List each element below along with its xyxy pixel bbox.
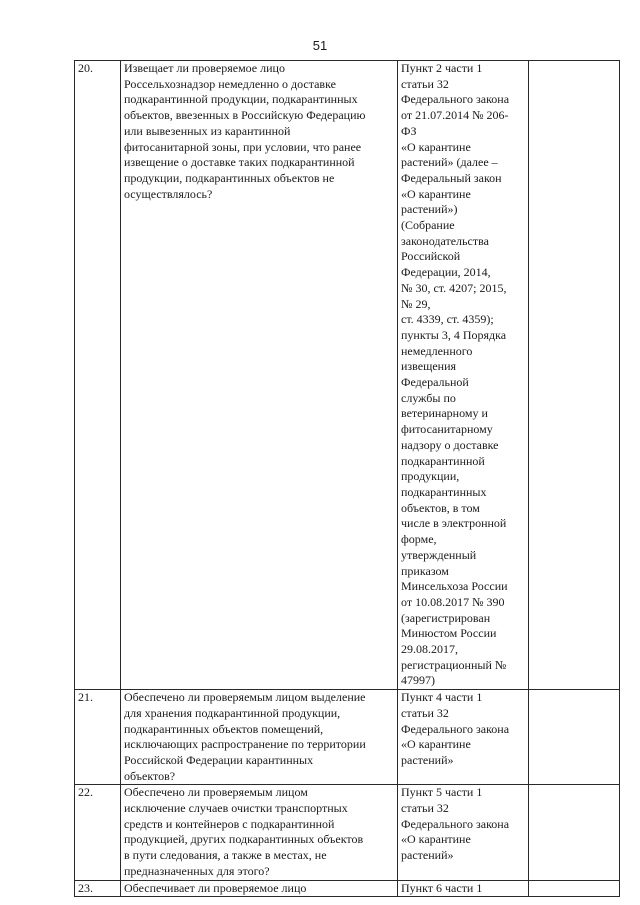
reference-line: объектов, в том: [401, 500, 480, 515]
reference-line: форме,: [401, 532, 437, 547]
reference-line: приказом: [401, 563, 449, 578]
reference-line: Федерального закона: [401, 816, 510, 831]
reference-line: Пункт 4 части 1: [401, 690, 483, 705]
row-number: 22.: [75, 785, 121, 880]
reference-line: Минсельхоза России: [401, 579, 508, 594]
legal-reference: [398, 880, 529, 897]
question-line: предназначенных для этого?: [124, 863, 270, 878]
question-line: Российской Федерации карантинных: [124, 752, 314, 767]
reference-line: подкарантинной: [401, 453, 485, 468]
question-line: продукции, подкарантинных объектов не: [124, 170, 335, 185]
row-number: 20.: [75, 61, 121, 690]
requirement-question: [121, 690, 398, 785]
reference-line: «О карантине: [401, 186, 471, 201]
reference-line: извещения: [401, 359, 457, 374]
reference-line: «О карантине: [401, 832, 471, 847]
question-line: продукцией, других подкарантинных объектов: [124, 832, 364, 847]
reference-line: 47997): [401, 673, 435, 688]
reference-line: Федерального закона: [401, 721, 510, 736]
question-line: осуществлялось?: [124, 186, 213, 201]
reference-line: фитосанитарному: [401, 422, 493, 437]
reference-line: ст. 4339, ст. 4359);: [401, 312, 494, 327]
requirement-question: [121, 61, 398, 690]
reference-line: от 21.07.2014 № 206-: [401, 108, 509, 123]
question-line: подкарантинных объектов помещений,: [124, 721, 324, 736]
reference-line: Российской: [401, 249, 461, 264]
table-row: [75, 690, 620, 785]
reference-line: растений»: [401, 848, 454, 863]
reference-line: Федеральный закон: [401, 170, 502, 185]
question-line: извещение о доставке таких подкарантинной: [124, 155, 355, 170]
reference-line: числе в электронной: [401, 516, 507, 531]
reference-line: Пункт 5 части 1: [401, 785, 483, 800]
reference-line: Пункт 6 части 1: [401, 880, 483, 895]
question-line: средств и контейнеров с подкарантинной: [124, 816, 335, 831]
question-line: или вывезенных из карантинной: [124, 123, 291, 138]
reference-line: Федерального закона: [401, 92, 510, 107]
reference-line: Федерации, 2014,: [401, 265, 491, 280]
reference-line: регистрационный №: [401, 657, 507, 672]
question-line: Обеспечено ли проверяемым лицом: [124, 785, 308, 800]
reference-line: утвержденный: [401, 547, 477, 562]
question-line: в пути следования, а также в местах, не: [124, 848, 327, 863]
reference-line: № 29,: [401, 296, 431, 311]
question-line: исключающих распространение по территории: [124, 737, 366, 752]
answer-cell: [529, 785, 620, 880]
reference-line: статьи 32: [401, 76, 449, 91]
reference-line: Федеральной: [401, 375, 469, 390]
reference-line: продукции,: [401, 469, 460, 484]
legal-reference: [398, 690, 529, 785]
page-number: 51: [312, 38, 328, 53]
row-number: 21.: [75, 690, 121, 785]
answer-cell: [529, 690, 620, 785]
question-line: объектов, ввезенных в Российскую Федерацию: [124, 108, 366, 123]
question-line: исключение случаев очистки транспортных: [124, 801, 348, 816]
reference-line: 29.08.2017,: [401, 642, 458, 657]
requirement-question: [121, 785, 398, 880]
question-line: Извещает ли проверяемое лицо: [124, 61, 285, 75]
question-line: объектов?: [124, 768, 176, 783]
row-number: 23.: [75, 880, 121, 897]
question-line: подкарантинной продукции, подкарантинных: [124, 92, 358, 107]
reference-line: ветеринарному и: [401, 406, 488, 421]
reference-line: службы по: [401, 390, 456, 405]
reference-line: немедленного: [401, 343, 473, 358]
reference-line: (Собрание: [401, 218, 455, 233]
table-row: [75, 61, 620, 690]
question-line: Обеспечено ли проверяемым лицом выделение: [124, 690, 366, 705]
reference-line: надзору о доставке: [401, 437, 499, 452]
reference-line: (зарегистрирован: [401, 610, 491, 625]
reference-line: статьи 32: [401, 801, 449, 816]
reference-line: растений» (далее –: [401, 155, 498, 170]
table-row: [75, 880, 620, 897]
requirement-question: [121, 880, 398, 897]
question-line: Россельхознадзор немедленно о доставке: [124, 76, 336, 91]
answer-cell: [529, 880, 620, 897]
reference-line: растений»): [401, 202, 458, 217]
reference-line: № 30, ст. 4207; 2015,: [401, 280, 507, 295]
reference-line: подкарантинных: [401, 484, 487, 499]
answer-cell: [529, 61, 620, 690]
question-line: фитосанитарной зоны, при условии, что ранее: [124, 139, 362, 154]
table-body: [75, 61, 620, 897]
reference-line: ФЗ: [401, 123, 417, 138]
reference-line: Пункт 2 части 1: [401, 61, 483, 75]
question-line: Обеспечивает ли проверяемое лицо: [124, 880, 307, 895]
reference-line: пункты 3, 4 Порядка: [401, 327, 507, 342]
reference-line: растений»: [401, 752, 454, 767]
requirements-table: [74, 60, 620, 897]
reference-line: «О карантине: [401, 139, 471, 154]
question-line: для хранения подкарантинной продукции,: [124, 705, 341, 720]
reference-line: от 10.08.2017 № 390: [401, 594, 505, 609]
reference-line: «О карантине: [401, 737, 471, 752]
reference-line: законодательства: [401, 233, 489, 248]
legal-reference: [398, 61, 529, 690]
legal-reference: [398, 785, 529, 880]
reference-line: статьи 32: [401, 705, 449, 720]
reference-line: Минюстом России: [401, 626, 497, 641]
table-row: [75, 785, 620, 880]
